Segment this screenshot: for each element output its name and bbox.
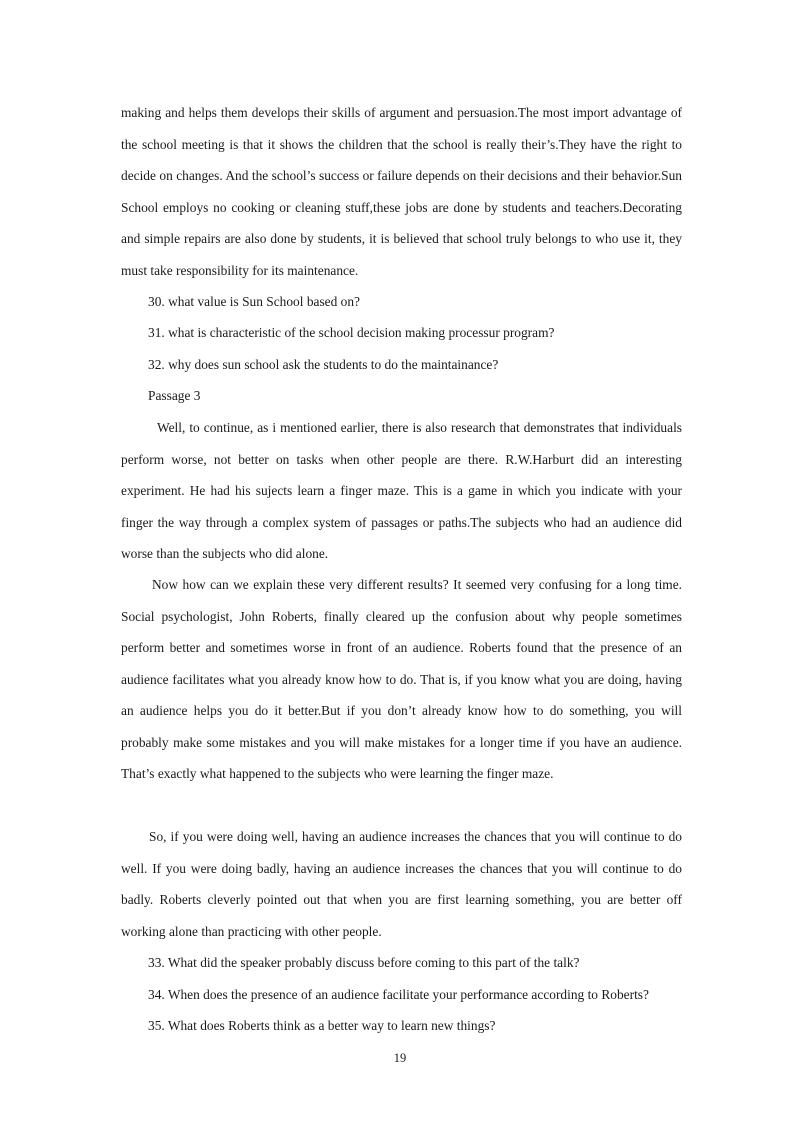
question-32: 32. why does sun school ask the students to do the maintainance? [148,357,499,372]
paragraph-school-meeting: making and helps them develops their skills of argument and persuasion.The most import advantage of the school meeting is that it shows the children that the school is really their’s.They have the right to decide on changes. And the school’s success or failure depends on their decisions and their behavior.Sun School employs no cooking or cleaning stuff,these jobs are done by students and teachers.Decorating and simple repairs are also done by students, it is believed that school truly belongs to who use it, they must take responsibility for its maintenance. [121,105,682,278]
question-30: 30. what value is Sun School based on? [148,294,360,309]
question-31: 31. what is characteristic of the school decision making processur program? [148,325,555,340]
passage-heading: Passage 3 [148,388,201,403]
question-33: 33. What did the speaker probably discuss before coming to this part of the talk? [148,955,580,970]
paragraph-conclusion: So, if you were doing well, having an audience increases the chances that you will continue to do well. If you were doing badly, having an audience increases the chances that you will continue to do badly. Roberts cleverly pointed out that when you are first learning something, you are better off working alone than practicing with other people. [121,829,682,939]
page-number: 19 [393,1051,407,1065]
paragraph-research: Well, to continue, as i mentioned earlier, there is also research that demonstrates that individuals perform worse, not better on tasks when other people are there. R.W.Harburt did an interesting experiment. He had his sujects learn a finger maze. This is a game in which you indicate with your finger the way through a complex system of passages or paths.The subjects who had an audience did worse than the subjects who did alone. [121,420,682,561]
paragraph-roberts: Now how can we explain these very different results? It seemed very confusing for a long time. Social psychologist, John Roberts, finally cleared up the confusion about why people sometimes perform better and sometimes worse in front of an audience. Roberts found that the presence of an audience facilitates what you already know how to do. That is, if you know what you are doing, having an audience helps you do it better.But if you don’t already know how to do something, you will probably make some mistakes and you will make mistakes for a longer time if you have an audience. That’s exactly what happened to the subjects who were learning the finger maze. [121,577,682,781]
question-35: 35. What does Roberts think as a better way to learn new things? [148,1018,496,1033]
question-34: 34. When does the presence of an audience facilitate your performance according to Roberts? [148,987,649,1002]
